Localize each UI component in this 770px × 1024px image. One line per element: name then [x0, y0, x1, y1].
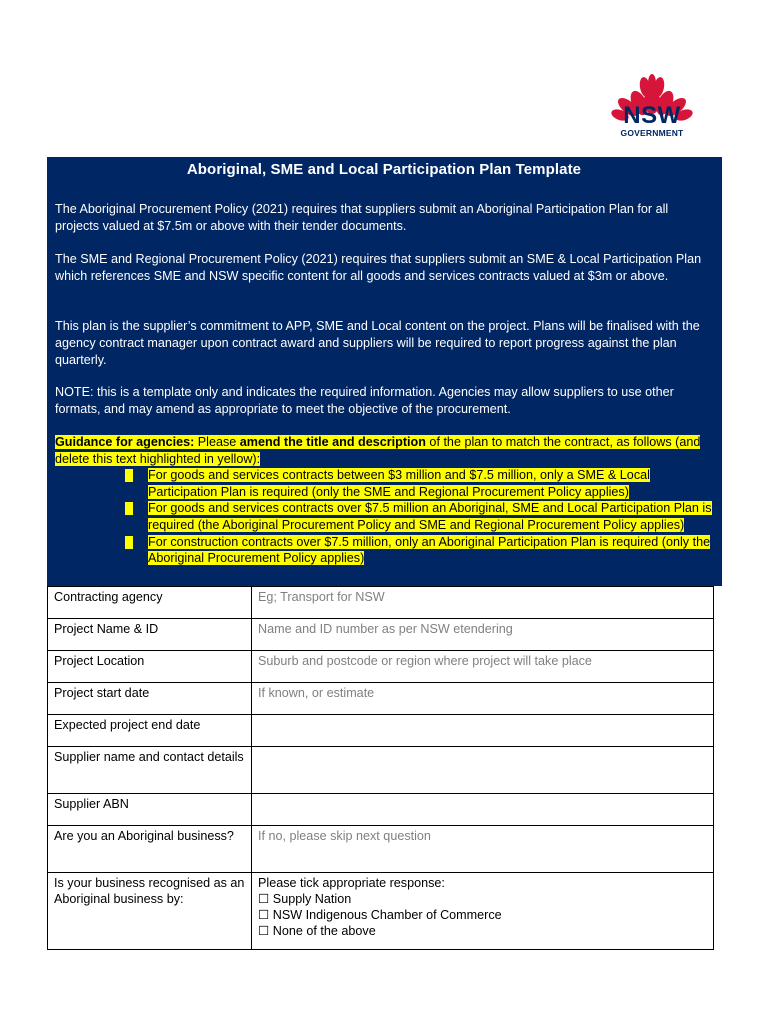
supplier-contact-field[interactable] [252, 747, 714, 794]
recognition-options-cell [252, 873, 714, 950]
guidance-text-1: Please [194, 435, 240, 449]
table-row [48, 826, 714, 873]
table-row [48, 873, 714, 950]
supply-nation-checkbox[interactable]: ☐ Supply Nation [258, 892, 352, 906]
project-name-field[interactable]: Name and ID number as per NSW etendering [252, 619, 714, 651]
commitment-paragraph: This plan is the supplier’s commitment to APP, SME and Local content on the project. Plans will be finalised with the agency contract manager upon contract award and suppliers will be required to report progress against the plan quarterly. [55, 319, 700, 367]
table-row [48, 747, 714, 794]
guidance-bullet: For construction contracts over $7.5 million, only an Aboriginal Participation Plan is required (only the Aboriginal Procurement Policy applies) [55, 534, 715, 567]
field-label: Project start date [48, 683, 252, 715]
options-prompt: Please tick appropriate response: [258, 876, 445, 890]
nsw-icc-checkbox[interactable]: ☐ NSW Indigenous Chamber of Commerce [258, 908, 502, 922]
none-of-above-checkbox[interactable]: ☐ None of the above [258, 924, 376, 938]
guidance-bullet: For goods and services contracts over $7.5 million an Aboriginal, SME and Local Participation Plan is required (the Aboriginal Procurement Policy and SME and Regional Procurement Policy applies) [55, 500, 715, 533]
logo-government-text: GOVERNMENT [620, 128, 684, 138]
field-label: Project Name & ID [48, 619, 252, 651]
project-end-date-field[interactable] [252, 715, 714, 747]
field-label: Supplier ABN [48, 794, 252, 826]
table-row [48, 683, 714, 715]
project-location-field[interactable]: Suburb and postcode or region where project will take place [252, 651, 714, 683]
table-row [48, 587, 714, 619]
plan-template-document [47, 157, 722, 950]
note-paragraph [55, 384, 715, 418]
logo-nsw-text: NSW [623, 102, 681, 129]
project-start-date-field[interactable]: If known, or estimate [252, 683, 714, 715]
document-title: Aboriginal, SME and Local Participation Plan Template [186, 161, 582, 178]
field-label: Is your business recognised as an Aboriginal business by: [48, 873, 252, 950]
bullet-marker-icon [125, 536, 133, 549]
field-label: Supplier name and contact details [48, 747, 252, 794]
bullet-marker-icon [125, 469, 133, 482]
bullet-marker-icon [125, 502, 133, 515]
guidance-bold: amend the title and description [239, 435, 426, 449]
supplier-details-form [47, 586, 714, 950]
note-label: NOTE: [55, 385, 94, 399]
field-label: Project Location [48, 651, 252, 683]
aboriginal-policy-paragraph: The Aboriginal Procurement Policy (2021) requires that suppliers submit an Aboriginal Participation Plan for all projects valued at $7.5m or above with their tender documents. [55, 202, 669, 233]
guidance-list [55, 467, 715, 567]
sme-policy-paragraph: The SME and Regional Procurement Policy (2021) requires that suppliers submit an SME & Local Participation Plan which references SME and NSW specific content for all goods and services contracts valued at $3m or above. [55, 252, 702, 283]
guidance-text-2: of the plan to match the contract, as follows (and delete this text highlighted in yellow): [55, 435, 701, 466]
nsw-government-wordmark [611, 104, 693, 138]
table-row [48, 715, 714, 747]
guidance-label: Guidance for agencies: [55, 435, 195, 449]
note-text: this is a template only and indicates the required information. Agencies may allow suppliers to use other formats, and may amend as appropriate to meet the objective of the procurement. [55, 385, 674, 416]
supplier-abn-field[interactable] [252, 794, 714, 826]
aboriginal-business-field[interactable]: If no, please skip next question [252, 826, 714, 873]
table-row [48, 651, 714, 683]
field-label: Contracting agency [48, 587, 252, 619]
agency-guidance [55, 434, 715, 567]
table-row [48, 794, 714, 826]
field-label: Expected project end date [48, 715, 252, 747]
guidance-bullet: For goods and services contracts between $3 million and $7.5 million, only a SME & Local Participation Plan is required (only the SME and Regional Procurement Policy applies) [55, 467, 715, 500]
info-banner [47, 157, 722, 586]
contracting-agency-field[interactable]: Eg; Transport for NSW [252, 587, 714, 619]
field-label: Are you an Aboriginal business? [48, 826, 252, 873]
table-row [48, 619, 714, 651]
